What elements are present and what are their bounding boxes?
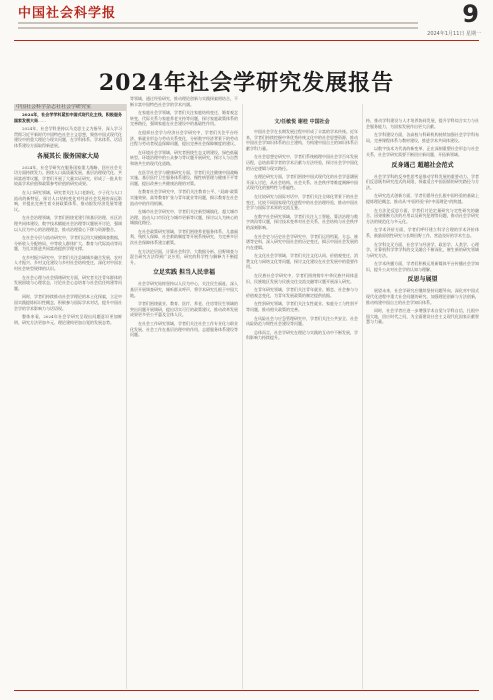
masthead bbox=[0, 0, 493, 36]
byline: 文/任敏悦 谢桂 中国社会 bbox=[274, 119, 330, 125]
column-divider bbox=[362, 104, 363, 689]
text-column-4: 持、推动学科建设与人才培养协同发展，提升学科综合实力与社会服务能力，为国家发展作出更大贡献。 在学科建设方面，各高校与科研机构持续加强社会学学科布局，完善课程体系与教材建设，推进学术共同体建设。 以数字技术为代表的新变革，正在深刻重塑社会形态与社会关系，社会学研究需要不断回应新问题、开拓新领域。 反身遇己 超越社会范式 社会学学科的反身性思考是推动学科发展的重要动力。学者们反思既有研究范式的局限，探索适合中国国情的研究路径与方法。 在研究范式创新方面，学者们倡导在扎根中国经验的基础上提炼理论概念，推动从"中国经验"到"中国理论"的跨越。 在方法论反思方面，学者们讨论定量研究与定性研究的融合、因果推断方法的应用以及研究伦理等问题，推动社会学研究方法的规范化与多元化。 在学术评价方面，学者们呼吁建立科学合理的学术评价体系，鼓励原创性研究与长期田野工作，营造良好的学术生态。 在学科交叉方面，社会学与经济学、政治学、人类学、心理学、计算机科学等学科的交叉融合不断深化，催生新的研究领域与研究方法。 在学术传播方面，学者们积极运用新媒体平台传播社会学知识，提升公众对社会学的认知与理解。 反思与展望 展望未来，社会学研究应继续坚持问题导向，深化对中国式现代化进程中重大社会问题的研究，加强理论创新与方法创新，推动构建中国自主的社会学知识体系。 同时，社会学者应进一步增强学术自觉与学科自信，扎根中国大地，回应时代之问，为全面建设社会主义现代化国家贡献智慧与力量。 bbox=[366, 118, 479, 325]
text-column-1: 2024年，社会学学科紧扣中国式现代化主线，积极服务国家发展大局…… 2024年，社会学科坚持以马克思主义为指导，深入学习贯彻习近平新时代中国特色社会主义思想，聚焦中国式现代化建设中的重大理论与现实问题，在学科体系、学术体系、话语体系建设方面取得新进展。 各展其长 服务国家大局 2024年，社会学研究在服务国家重大战略、回应社会关切方面持续发力。围绕人口高质量发展、基层治理现代化、共同富裕等议题，学者们开展了大量实证研究，形成了一批具有较高学术价值和政策参考价值的研究成果。 在人口研究领域，研究者关注人口老龄化、少子化与人口流动的新特征，探讨人口结构变化对经济社会发展的深远影响，并提出完善生育支持政策体系、推动银发经济发展等建议。 在社会治理领域，学者们围绕党建引领基层治理、社区治理共同体建设、数字技术赋能社会治理等议题展开讨论，强调以人民为中心的治理理念，推动治理重心下移与资源整合。 在社会分层与流动研究中，学者们运用大规模调查数据，分析收入分配格局、中等收入群体扩大、教育与代际流动等问题，为扎实推进共同富裕提供学理支撑。 在乡村振兴研究中，学者们关注县域城乡融合发展、农村人才振兴、乡村文化建设与乡村社会结构变迁，深化对中国农村社会转型规律的认识。 在社会心理与社会情绪研究方面，研究者关注青年群体的发展困境与心理状态，讨论社会心态培育与社会信任构建等问题。 同时，学者们持续推动社会学理论的本土化探索，立足中国实践提炼标识性概念，积极参与国际学术对话，提升中国社会学的学术影响力与话语权。 整体来看，2024年社会学研究呈现出问题意识更加鲜明、研究方法更加多元、理论建构更加自觉的发展态势。 bbox=[14, 112, 122, 325]
issue-date: 2024年1月11日 星期一 bbox=[427, 31, 481, 37]
section-heading-4: 反思与展望 bbox=[407, 276, 438, 284]
newspaper-name: 中国社会科学报 bbox=[18, 6, 117, 21]
image-caption: 中国社会科学杂志社社会学研究室 bbox=[14, 104, 126, 111]
page-number: 9 bbox=[462, 0, 479, 28]
text-column-2: 等领域，通过经验研究，推动理论创新与实践探索相结合，不断丰富中国特色社会学的学术内涵。 在家庭社会学领域，学者们关注家庭结构变迁、婚育观念转变、代际关系与家庭养老支持等问题，探讨家庭政策体系的完善路径，强调家庭在社会建设中的基础性作用。 在组织社会学与经济社会学研究中，学者们关注平台经济、新就业形态与劳动关系变化，分析数字经济背景下的劳动过程与劳动者权益保障问题，提出完善社会保障制度的建议。 在环境社会学领域，研究者围绕生态文明建设、绿色低碳转型、环境治理中的公众参与等议题开展研究，探讨人与自然和谐共生的现代化道路。 在医学社会学与健康研究方面，学者们关注健康中国战略实施、基层医疗卫生服务体系建设、慢性病管理与健康不平等问题，提出改善公共健康治理的对策。 在教育社会学研究中，学者们关注教育公平、"双减"政策实施效果、高等教育扩张与青年就业等问题，揭示教育在社会流动中的作用机制。 在城市社会学研究中，学者们关注新型城镇化、超大城市治理、流动人口市民化与城市更新等议题，探讨以人为核心的城镇化路径。 在社会政策研究领域，学者们围绕养老服务体系、儿童福利、残疾人保障、社会救助制度等开展系统研究，为完善多层次社会保障体系建言献策。 在方法论层面，计算社会科学、大数据分析、田野调查与混合研究方法得到广泛应用，研究的科学性与解释力不断提升。 立足实践 担当人民幸福 社会学研究始终坚持以人民为中心，关注民生福祉，深入基层开展调查研究，倾听群众呼声，将学术研究扎根于中国大地。 学者们围绕就业、教育、医疗、养老、住房等民生领域的突出问题开展调研，提出切实可行的政策建议，推动改革发展成果更多更公平惠及全体人民。 在社会工作研究领域，学者们关注社会工作专业化与职业化发展、社会工作在基层治理中的作用、志愿服务体系建设等问题。 bbox=[130, 96, 238, 338]
section-heading-2: 立足实践 担当人民幸福 bbox=[152, 269, 216, 277]
masthead-rule bbox=[14, 40, 479, 41]
section-heading-1: 各展其长 服务国家大局 bbox=[36, 152, 100, 160]
article-title: 2024年社会学研究发展报告 bbox=[98, 70, 395, 96]
text-column-3: 文/任敏悦 谢桂 中国社会 中国社会学在长期发展过程中形成了丰富的学术传统。近年来，学者们持续挖掘中华优秀传统文化中的社会思想资源，推动中国社会学知识体系的自主建构，为构建中国自主的知识体系贡献学科力量。 在社会思想史研究中，学者们系统梳理中国社会学百年发展历程，总结前辈学者的学术贡献与方法经验，探讨社会学中国化的历史逻辑与现实路径。 在理论研究方面，学者们围绕中国式现代化的社会学意涵展开深入讨论，从社会结构、社会关系、社会秩序等维度阐释中国式现代化的独特性与普遍性。 在比较研究与国际对话中，学者们关注全球化背景下的社会变迁，比较不同国家现代化进程中的社会治理经验，推动中国社会学与国际学术界的交流互鉴。 在数字社会研究领域，学者们关注人工智能、算法治理与数字鸿沟等议题，探讨技术变革对社会关系、社会结构与社会秩序的深刻影响。 在社会史与历史社会学研究中，学者们运用档案、方志、族谱等史料，深入研究中国社会的历史变迁，揭示中国社会发展的内在逻辑。 在文化社会学领域，学者们关注文化认同、价值观变迁、消费文化与网络文化等问题，探讨文化建设在社会发展中的重要作用。 在民族社会学研究中，学者们围绕铸牢中华民族共同体意识、民族地区发展与民族交往交流交融等议题开展深入研究。 在青年研究领域，学者们关注青年就业、婚恋、社会参与与价值观念变化，为青年发展政策的制定提供依据。 在性别研究领域，学者们关注女性就业、家庭分工与性别平等问题，推动相关政策的完善。 在风险社会与应急管理研究中，学者们关注公共安全、社会风险防范与韧性社会建设等问题。 总体而言，社会学研究在理论与实践的互动中不断发展，学科影响力持续提升。 bbox=[246, 119, 358, 341]
masthead-subline-decoration bbox=[18, 19, 418, 27]
lead-sentence: 2024年，社会学学科紧扣中国式现代化主线，积极服务国家发展大局 bbox=[14, 112, 122, 123]
column-divider bbox=[126, 104, 127, 689]
section-heading-3: 反身遇己 超越社会范式 bbox=[391, 161, 454, 169]
bottom-rule bbox=[14, 690, 479, 691]
column-divider bbox=[242, 104, 243, 689]
